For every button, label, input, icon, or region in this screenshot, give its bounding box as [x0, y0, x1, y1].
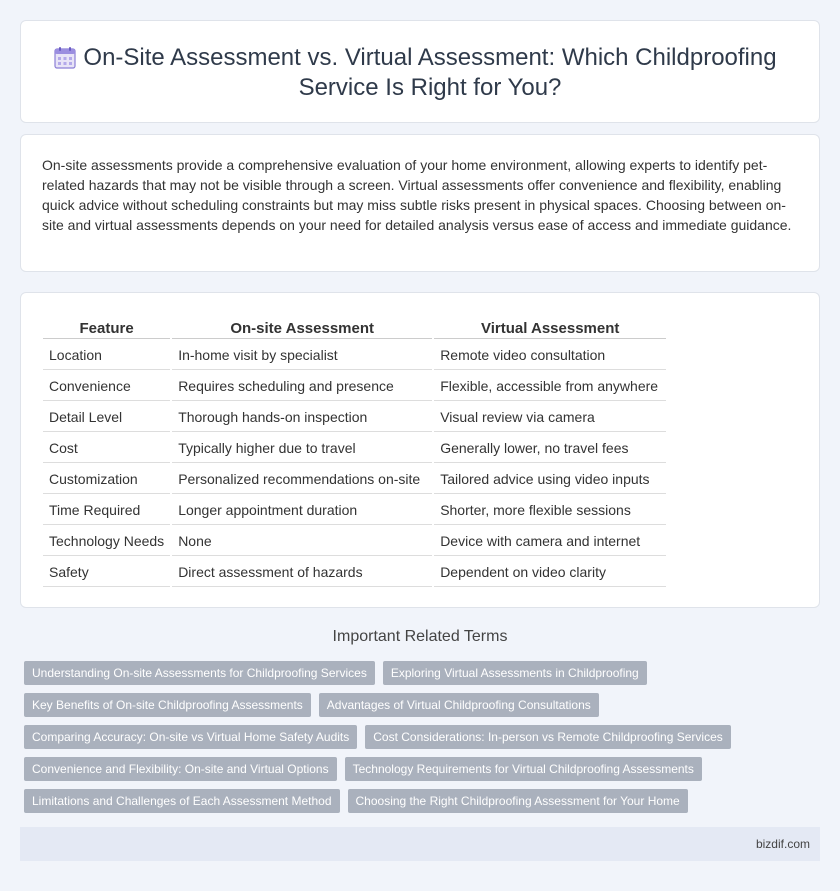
related-term-tag[interactable]: Technology Requirements for Virtual Childproofing Assessments [345, 757, 702, 781]
table-row [43, 558, 666, 587]
table-cell: Flexible, accessible from anywhere [434, 372, 666, 401]
table-cell: Longer appointment duration [172, 496, 432, 525]
header-feature: Feature [43, 317, 170, 339]
related-term-tag[interactable]: Choosing the Right Childproofing Assessment for Your Home [348, 789, 688, 813]
table-cell: Personalized recommendations on-site [172, 465, 432, 494]
table-cell: Device with camera and internet [434, 527, 666, 556]
related-term-tag[interactable]: Limitations and Challenges of Each Assessment Method [24, 789, 340, 813]
table-cell: Time Required [43, 496, 170, 525]
related-term-tag[interactable]: Cost Considerations: In-person vs Remote Childproofing Services [365, 725, 731, 749]
table-cell: Customization [43, 465, 170, 494]
table-row [43, 527, 666, 556]
table-cell: Remote video consultation [434, 341, 666, 370]
tag-row [24, 661, 824, 685]
related-terms-tags [24, 661, 824, 821]
intro-card [20, 134, 820, 272]
table-cell: Shorter, more flexible sessions [434, 496, 666, 525]
comparison-table-card [20, 292, 820, 608]
intro-text: On-site assessments provide a comprehensive evaluation of your home environment, allowing experts to identify pet-related hazards that may not be visible through a screen. Virtual assessments offer convenience and flexibility, enabling quick advice without scheduling constraints but may miss subtle risks present in physical spaces. Choosing between on-site and virtual assessments depends on your need for detailed analysis versus ease of access and immediate guidance. [42, 157, 792, 233]
footer-site-link[interactable]: bizdif.com [755, 837, 810, 851]
related-term-tag[interactable]: Key Benefits of On-site Childproofing Assessments [24, 693, 311, 717]
related-term-tag[interactable]: Convenience and Flexibility: On-site and Virtual Options [24, 757, 337, 781]
related-term-tag[interactable]: Advantages of Virtual Childproofing Consultations [319, 693, 599, 717]
table-cell: Cost [43, 434, 170, 463]
related-term-tag[interactable]: Comparing Accuracy: On-site vs Virtual Home Safety Audits [24, 725, 357, 749]
table-cell: Visual review via camera [434, 403, 666, 432]
table-header-row [43, 317, 666, 339]
table-cell: Requires scheduling and presence [172, 372, 432, 401]
table-cell: Technology Needs [43, 527, 170, 556]
tag-row [24, 725, 824, 749]
table-cell: Safety [43, 558, 170, 587]
comparison-table [41, 315, 668, 589]
title-card [20, 20, 820, 123]
tag-row [24, 693, 824, 717]
table-row [43, 465, 666, 494]
tag-row [24, 757, 824, 781]
table-cell: Typically higher due to travel [172, 434, 432, 463]
table-row [43, 372, 666, 401]
table-cell: Thorough hands-on inspection [172, 403, 432, 432]
table-cell: In-home visit by specialist [172, 341, 432, 370]
tag-row [24, 789, 824, 813]
related-terms-title: Important Related Terms [332, 628, 508, 645]
table-cell: Dependent on video clarity [434, 558, 666, 587]
page-title: On-Site Assessment vs. Virtual Assessment: Which Childproofing Service Is Right for You? [83, 44, 777, 101]
table-cell: Generally lower, no travel fees [434, 434, 666, 463]
table-cell: None [172, 527, 432, 556]
related-term-tag[interactable]: Understanding On-site Assessments for Childproofing Services [24, 661, 375, 685]
header-virtual: Virtual Assessment [434, 317, 666, 339]
table-row [43, 496, 666, 525]
table-row [43, 341, 666, 370]
table-cell: Convenience [43, 372, 170, 401]
table-row [43, 434, 666, 463]
table-cell: Location [43, 341, 170, 370]
table-cell: Detail Level [43, 403, 170, 432]
header-on-site: On-site Assessment [172, 317, 432, 339]
table-cell: Tailored advice using video inputs [434, 465, 666, 494]
related-term-tag[interactable]: Exploring Virtual Assessments in Childproofing [383, 661, 647, 685]
footer [20, 827, 820, 861]
table-row [43, 403, 666, 432]
table-cell: Direct assessment of hazards [172, 558, 432, 587]
